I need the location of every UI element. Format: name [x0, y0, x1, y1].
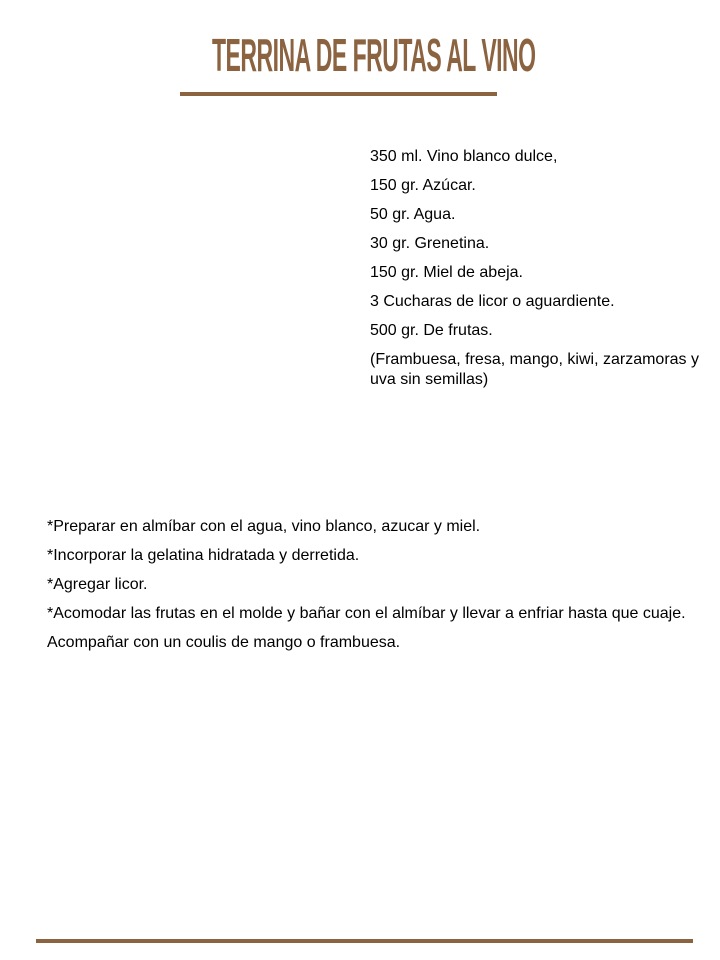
preparation-steps	[47, 517, 687, 662]
page-title: TERRINA DE FRUTAS AL VINO	[212, 29, 536, 81]
ingredient-item: 500 gr. De frutas.	[370, 322, 493, 339]
bottom-divider	[36, 939, 693, 943]
ingredient-item: 150 gr. Azúcar.	[370, 177, 476, 194]
step-item: *Agregar licor.	[47, 576, 148, 593]
title-underline	[180, 92, 497, 96]
step-item: Acompañar con un coulis de mango o frambuesa.	[47, 634, 401, 651]
ingredients-list	[370, 147, 700, 399]
ingredient-item: 30 gr. Grenetina.	[370, 235, 490, 252]
step-item: *Incorporar la gelatina hidratada y derretida.	[47, 547, 360, 564]
ingredient-item: 350 ml. Vino blanco dulce,	[370, 148, 558, 165]
ingredient-item: 3 Cucharas de licor o aguardiente.	[370, 293, 615, 310]
step-item: *Acomodar las frutas en el molde y bañar con el almíbar y llevar a enfriar hasta que cuaje.	[47, 605, 686, 622]
step-item: *Preparar en almíbar con el agua, vino blanco, azucar y miel.	[47, 518, 481, 535]
ingredient-item: 150 gr. Miel de abeja.	[370, 264, 523, 281]
ingredient-item: 50 gr. Agua.	[370, 206, 456, 223]
ingredient-item: (Frambuesa, fresa, mango, kiwi, zarzamoras y uva sin semillas)	[370, 351, 699, 388]
